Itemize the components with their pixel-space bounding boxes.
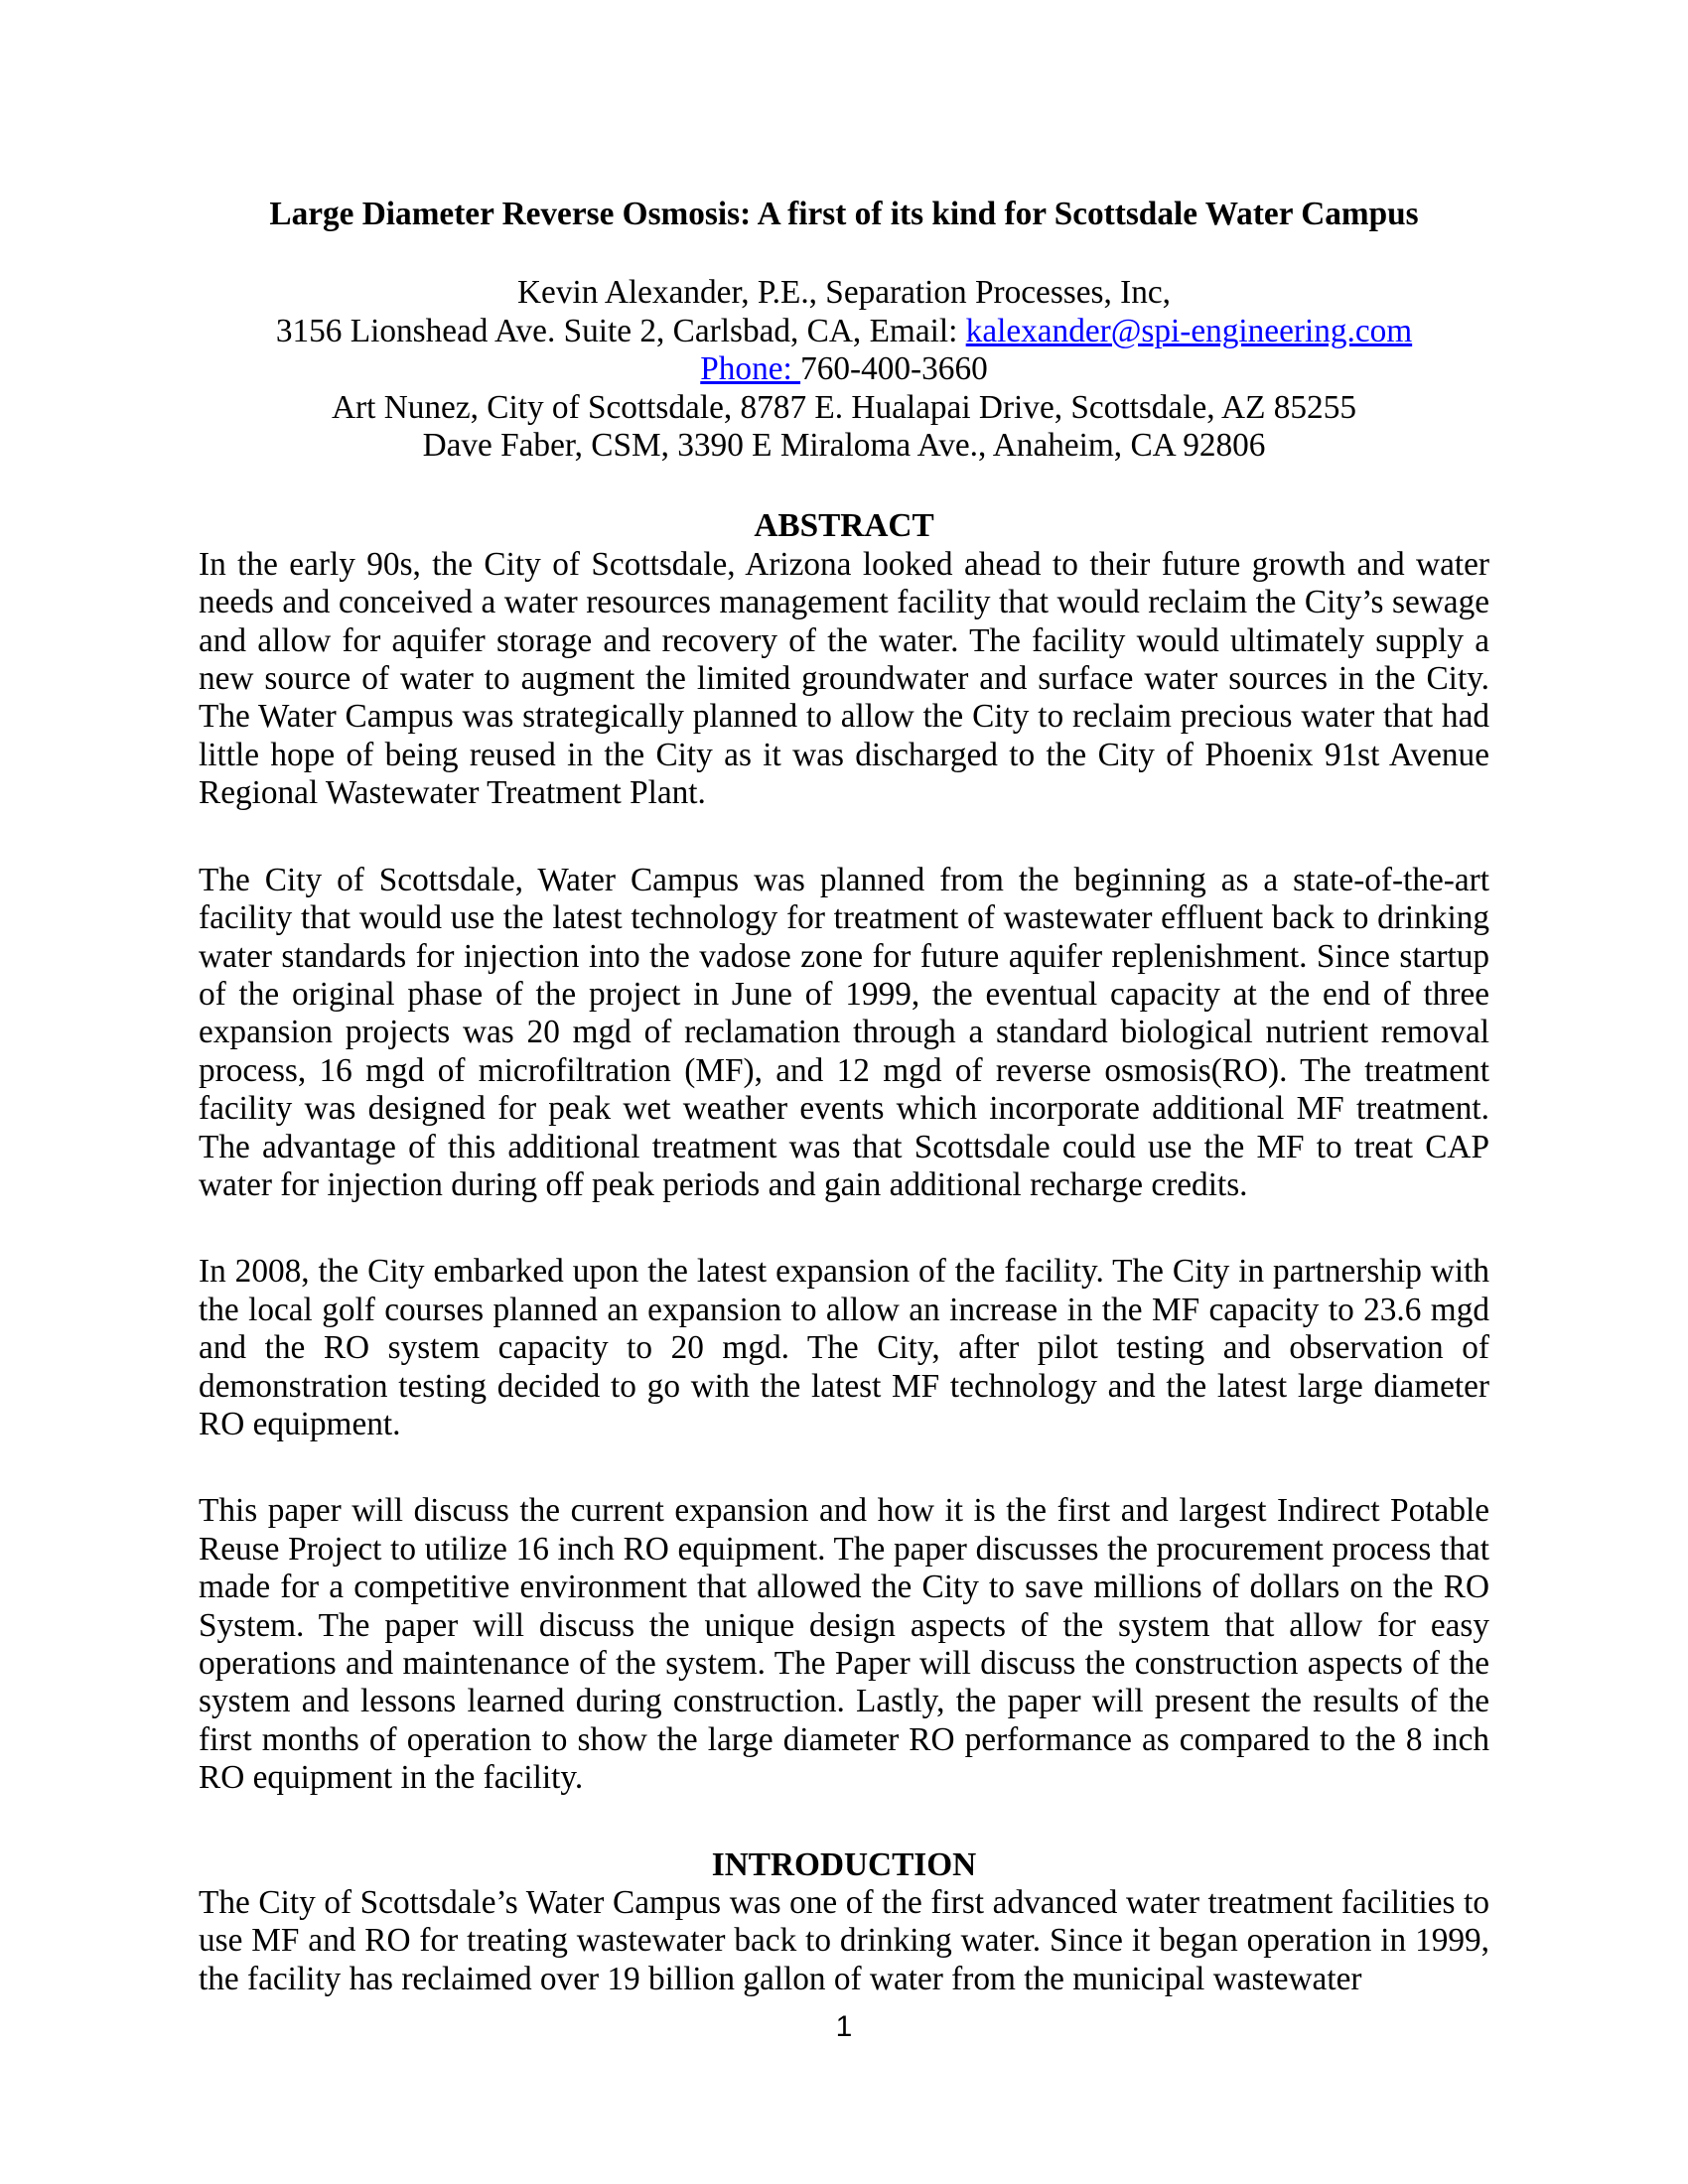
author-block xyxy=(199,274,1489,465)
author-line-2-text: 3156 Lionshead Ave. Suite 2, Carlsbad, CA, Email: xyxy=(275,312,966,349)
phone-number: 760-400-3660 xyxy=(800,350,988,388)
abstract-paragraph-3: In 2008, the City embarked upon the latest expansion of the facility. The City in partnership with the local golf courses planned an expansion to allow an increase in the MF capacity to 23.6 mgd and the RO system capacity to 20 mgd. The City, after pilot testing and observation of demonstration testing decided to go with the latest MF technology and the latest large diameter RO equipment. xyxy=(199,1253,1489,1442)
abstract-paragraph-1: In the early 90s, the City of Scottsdale, Arizona looked ahead to their future growth and water needs and conceived a water resources management facility that would reclaim the City’s sewage and allow for aquifer storage and recovery of the water. The facility would ultimately supply a new source of water to augment the limited groundwater and surface water sources in the City. The Water Campus was strategically planned to allow the City to reclaim precious water that had little hope of being reused in the City as it was discharged to the City of Phoenix 91st Avenue Regional Wastewater Treatment Plant. xyxy=(199,545,1489,812)
abstract-paragraph-2: The City of Scottsdale, Water Campus was planned from the beginning as a state-of-the-art facility that would use the latest technology for treatment of wastewater effluent back to drinking water standards for injection into the vadose zone for future aquifer replenishment. Since startup of the original phase of the project in June of 1999, the eventual capacity at the end of three expansion projects was 20 mgd of reclamation through a standard biological nutrient removal process, 16 mgd of microfiltration (MF), and 12 mgd of reverse osmosis(RO). The treatment facility was designed for peak wet weather events which incorporate additional MF treatment. The advantage of this additional treatment was that Scottsdale could use the MF to treat CAP water for injection during off peak periods and gain additional recharge credits. xyxy=(199,861,1489,1203)
introduction-heading: INTRODUCTION xyxy=(711,1845,977,1883)
abstract-heading: ABSTRACT xyxy=(754,507,934,545)
phone-link[interactable]: Phone: xyxy=(700,350,801,388)
author-line-2 xyxy=(199,313,1489,350)
email-link[interactable]: kalexander@spi-engineering.com xyxy=(965,312,1413,349)
page-number: 1 xyxy=(835,2010,853,2043)
author-line-1: Kevin Alexander, P.E., Separation Processes, Inc, xyxy=(517,274,1171,312)
author-line-4: Art Nunez, City of Scottsdale, 8787 E. Hualapai Drive, Scottsdale, AZ 85255 xyxy=(331,388,1356,426)
introduction-paragraph-1: The City of Scottsdale’s Water Campus was one of the first advanced water treatment facilities to use MF and RO for treating wastewater back to drinking water. Since it began operation in 1999, the facility has reclaimed over 19 billion gallon of water from the municipal wastewater xyxy=(199,1884,1489,1997)
author-line-5: Dave Faber, CSM, 3390 E Miraloma Ave., Anaheim, CA 92806 xyxy=(422,427,1266,465)
author-line-3 xyxy=(199,350,1489,388)
paper-title: Large Diameter Reverse Osmosis: A first of its kind for Scottsdale Water Campus xyxy=(269,196,1419,232)
abstract-paragraph-4: This paper will discuss the current expansion and how it is the first and largest Indirect Potable Reuse Project to utilize 16 inch RO equipment. The paper discusses the procurement process that made for a competitive environment that allowed the City to save millions of dollars on the RO System. The paper will discuss the unique design aspects of the system that allow for easy operations and maintenance of the system. The Paper will discuss the construction aspects of the system and lessons learned during construction. Lastly, the paper will present the results of the first months of operation to show the large diameter RO performance as compared to the 8 inch RO equipment in the facility. xyxy=(199,1492,1489,1797)
